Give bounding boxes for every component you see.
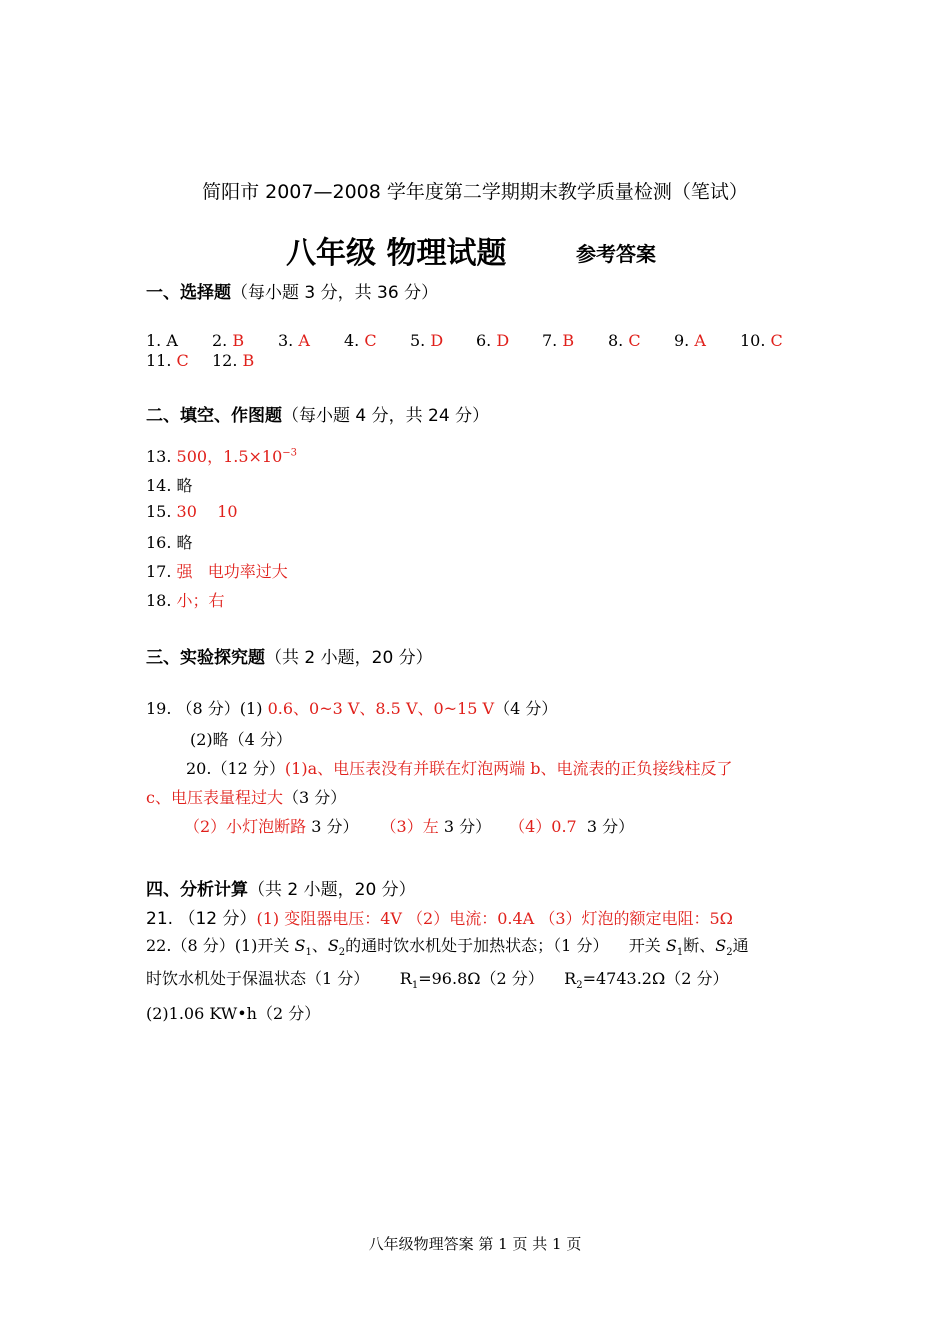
section2-note: （每小题 4 分，共 24 分） bbox=[282, 406, 490, 426]
page-title: 八年级 物理试题 bbox=[286, 236, 507, 271]
section4-title: 四、分析计算 bbox=[146, 880, 248, 900]
answer-item-3: 3. A bbox=[278, 331, 310, 350]
answer-item-7: 7. B bbox=[542, 331, 575, 350]
answer-19-part2: (2)略（4 分） bbox=[190, 730, 292, 749]
answer-22-line3: (2)1.06 KW•h（2 分） bbox=[146, 1004, 321, 1023]
answer-item-2: 2. B bbox=[212, 331, 245, 350]
answer-item-9: 9. A bbox=[674, 331, 706, 350]
section4-heading bbox=[146, 875, 416, 900]
page-subtitle: 参考答案 bbox=[576, 242, 656, 266]
answer-17: 17. 强 电功率过大 bbox=[146, 562, 288, 581]
section1-note: （每小题 3 分，共 36 分） bbox=[231, 283, 439, 303]
choice-answers-row1 bbox=[146, 331, 783, 350]
answer-14: 14. 略 bbox=[146, 476, 193, 495]
answer-19: 19. （8 分）(1) 0.6、0~3 V、8.5 V、0~15 V（4 分） bbox=[146, 699, 558, 718]
answer-16: 16. 略 bbox=[146, 533, 193, 552]
answer-13: 13. 500，$1.5\times 10^{-3}$ bbox=[146, 447, 298, 466]
answer-item-12: 12. B bbox=[212, 351, 255, 370]
section1-title: 一、选择题 bbox=[146, 283, 231, 303]
section2-title: 二、填空、作图题 bbox=[146, 406, 282, 426]
answer-18: 18. 小；右 bbox=[146, 591, 225, 610]
answer-20-line2: c、电压表量程过大（3 分） bbox=[146, 788, 347, 807]
answer-20-line3: （2）小灯泡断路 3 分） （3）左 3 分） （4）0.7 3 分） bbox=[184, 817, 635, 836]
answer-20: 20.（12 分）(1)a、电压表没有并联在灯泡两端 b、电流表的正负接线柱反了 bbox=[186, 759, 733, 778]
section1-heading bbox=[146, 278, 438, 303]
answer-15: 15. 30 10 bbox=[146, 502, 238, 521]
answer-item-10: 10. C bbox=[740, 331, 783, 350]
answer-item-4: 4. C bbox=[344, 331, 377, 350]
section3-title: 三、实验探究题 bbox=[146, 648, 265, 668]
exam-header: 简阳市 2007—2008 学年度第二学期期末教学质量检测（笔试） bbox=[202, 181, 748, 203]
answer-item-11: 11. C bbox=[146, 351, 189, 370]
section3-note: （共 2 小题，20 分） bbox=[265, 648, 433, 668]
section3-heading bbox=[146, 643, 433, 668]
answer-item-6: 6. D bbox=[476, 331, 510, 350]
page-footer: 八年级物理答案 第 1 页 共 1 页 bbox=[368, 1235, 582, 1253]
answer-22-line1: 22.（8 分）(1)开关 $S_1$、$S_2$的通时饮水机处于加热状态；（1 分） 开关 $S_1$断、$S_2$通 bbox=[146, 936, 749, 959]
section2-heading bbox=[146, 401, 489, 426]
answer-item-5: 5. D bbox=[410, 331, 444, 350]
answer-22-line2: 时饮水机处于保温状态（1 分） $R_1=96.8\Omega(2$ 分） $R_2=4743.2\Omega(2$ 分） bbox=[146, 969, 729, 992]
choice-answers-row2 bbox=[146, 351, 254, 370]
answer-item-8: 8. C bbox=[608, 331, 641, 350]
answer-item-1: 1. A bbox=[146, 331, 178, 350]
answer-21: 21. （12 分）(1) 变阻器电压：4V （2）电流：0.4A （3）灯泡的额定电阻：5Ω bbox=[146, 909, 733, 929]
section4-note: （共 2 小题，20 分） bbox=[248, 880, 416, 900]
